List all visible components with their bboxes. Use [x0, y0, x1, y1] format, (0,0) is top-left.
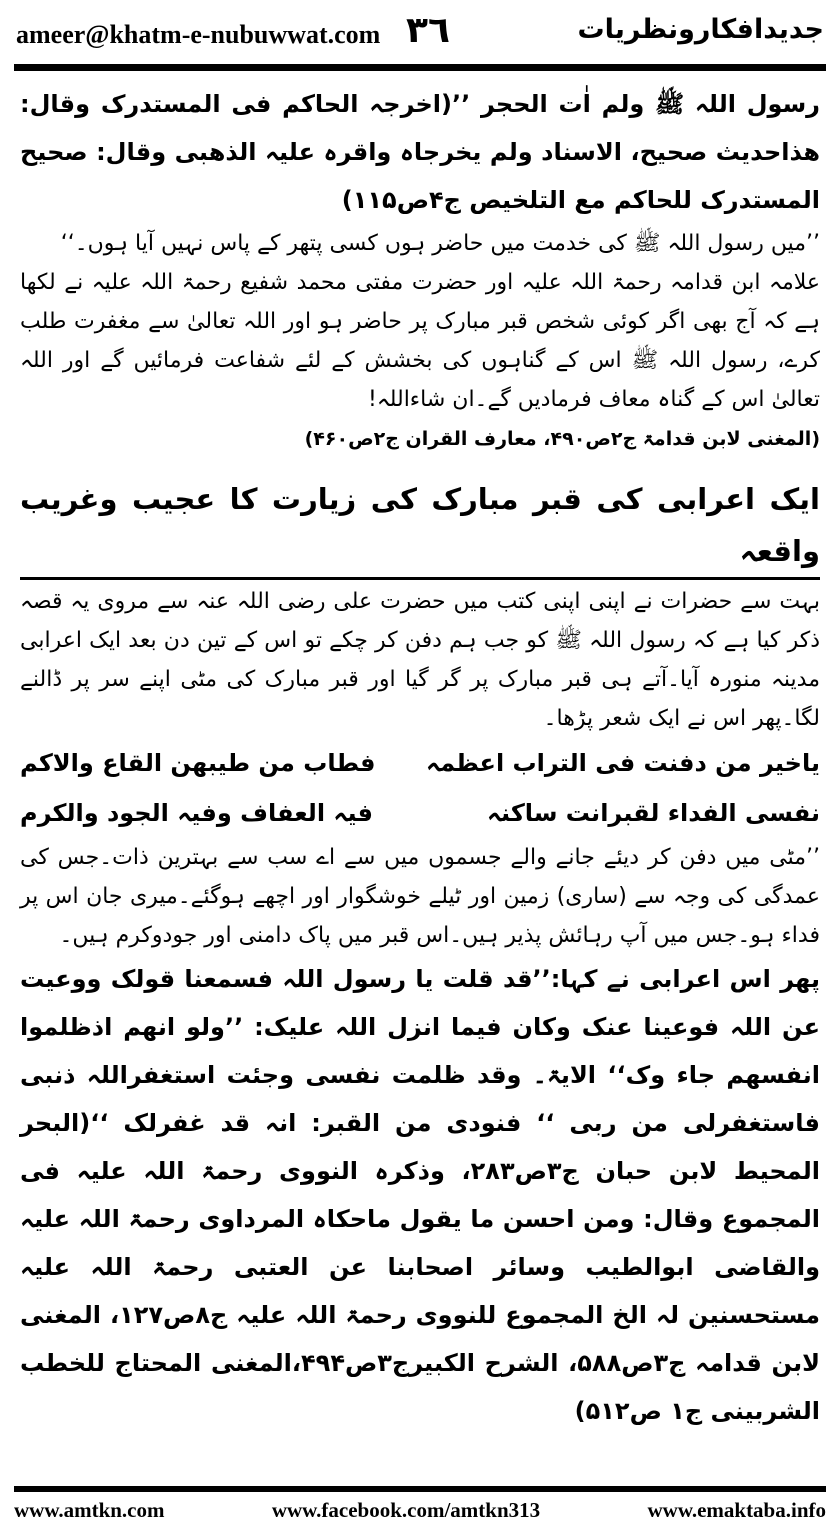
page-footer — [14, 1498, 826, 1523]
poem-verse-2 — [20, 788, 820, 838]
poem-verse-1 — [20, 738, 820, 788]
footer-rule — [14, 1486, 826, 1492]
header-rule — [14, 64, 826, 71]
footer-link-amtkn[interactable]: www.amtkn.com — [14, 1498, 165, 1522]
reference-citation: (المغنی لابن قدامۃ ج۲ص۴۹۰، معارف القران ج۲ص۴۶۰) — [304, 428, 820, 450]
header-email: ameer@khatm-e-nubuwwat.com — [16, 20, 381, 49]
footer-link-emaktaba[interactable]: www.emaktaba.info — [647, 1498, 826, 1522]
arabic-narration-paragraph: پھر اس اعرابی نے کہا:’’قد قلت یا رسول اللہ فسمعنا قولک ووعیت عن اللہ فوعینا عنک وکان فیما انزل اللہ علیک: ’’ولو انھم اذظلموا انفسھم جاء وک‘‘ الایۃ۔ وقد ظلمت نفسی وجئت استغفراللہ ذنبی فاستغفرلی من ربی ‘‘ فنودی من القبر: انہ قد غفرلک ‘‘(البحر المحیط لابن حبان ج۳ص۲۸۳، وذکرہ النووی رحمۃ اللہ علیہ فی المجموع وقال: ومن احسن ما یقول ماحکاہ المرداوی رحمۃ اللہ علیہ والقاضی ابوالطیب وسائر اصحابنا عن العتبی رحمۃ اللہ علیہ مستحسنین لہ الخ المجموع للنووی رحمۃ اللہ علیہ ج۸ص۱۲۷، المغنی لابن قدامہ ج۳ص۵۸۸، الشرح الکبیرج۳ص۴۹۴،المغنی المحتاج للخطب الشربینی ج۱ ص۵۱۲) — [20, 965, 820, 1425]
verse-1-second-hemistich: فطاب من طیبھن القاع والاکم — [20, 749, 376, 777]
verse-2-first-hemistich: نفسی الفداء لقبرانت ساکنہ — [486, 799, 820, 827]
book-title: جدیدافکارونظریات — [577, 14, 824, 45]
arabic-hadith-paragraph: رسول اللہ ﷺ ولم اٰت الحجر ’’(اخرجہ الحاکم فی المستدرک وقال: ھذاحدیث صحیح، الاسناد ولم یخرجاہ واقرہ علیہ الذھبی وقال: صحیح المستدرک للحاکم مع التلخیص ج۴ص۱۱۵) — [20, 90, 820, 214]
urdu-story-paragraph: بہت سے حضرات نے اپنی اپنی کتب میں حضرت علی رضی اللہ عنہ سے مروی یہ قصہ ذکر کیا ہے کہ رسول اللہ ﷺ کو جب ہم دفن کر چکے تو اس کے تین دن بعد ایک اعرابی مدینہ منورہ آیا۔آتے ہی قبر مبارک پر گر گیا اور قبر مبارک کی مٹی اپنے سر پر ڈالنے لگا۔پھر اس نے ایک شعر پڑھا۔ — [20, 589, 820, 731]
poem-translation: ’’مٹی میں دفن کر دیئے جانے والے جسموں میں سے اے سب سے بہترین ذات۔جس کی عمدگی کی وجہ سے (ساری) زمین اور ٹیلے خوشگوار اور اچھے ہوگئے۔میری جان اس پر فداء ہو۔جس میں آپ رہائش پذیر ہیں۔اس قبر میں پاک دامنی اور جودوکرم ہیں۔ — [20, 845, 820, 948]
verse-2-second-hemistich: فیہ العفاف وفیہ الجود والکرم — [20, 799, 373, 827]
urdu-paragraph: علامہ ابن قدامہ رحمۃ اللہ علیہ اور حضرت مفتی محمد شفیع رحمۃ اللہ علیہ نے لکھا ہے کہ آج بھی اگر کوئی شخص قبر مبارک پر حاضر ہو اور اللہ تعالیٰ سے مغفرت طلب کرے، رسول اللہ ﷺ اس کے گناہوں کی بخشش کے لئے شفاعت فرمائیں گے اور اللہ تعالیٰ اس کے گناہ معاف فرمادیں گے۔ان شاءاللہ! — [20, 270, 820, 412]
page-number: ۳٦ — [406, 10, 450, 51]
section-heading: ایک اعرابی کی قبر مبارک کی زیارت کا عجیب وغریب واقعہ — [20, 473, 820, 580]
urdu-translation-quote: ’’میں رسول اللہ ﷺ کی خدمت میں حاضر ہوں کسی پتھر کے پاس نہیں آیا ہوں۔‘‘ — [60, 231, 820, 256]
footer-link-facebook[interactable]: www.facebook.com/amtkn313 — [271, 1498, 541, 1522]
page-body — [20, 80, 820, 1435]
verse-1-first-hemistich: یاخیر من دفنت فی التراب اعظمہ — [426, 749, 820, 777]
page-header — [14, 8, 826, 62]
